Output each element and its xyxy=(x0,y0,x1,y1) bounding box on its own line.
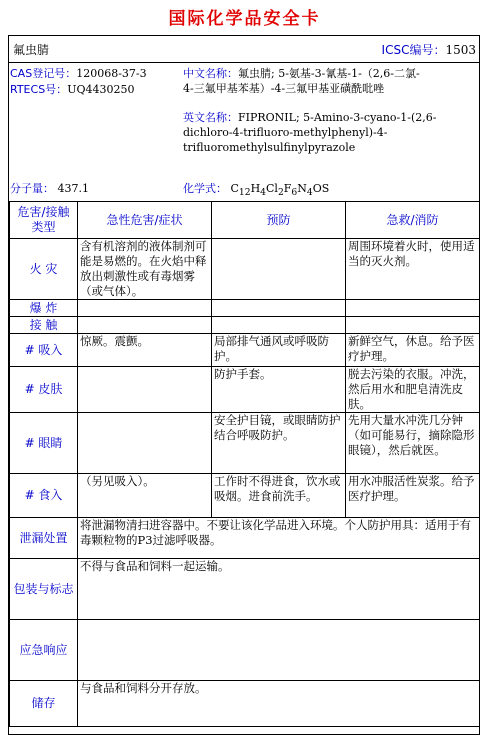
mw-value: 437.1 xyxy=(57,182,89,195)
table-row-emergency xyxy=(10,620,480,681)
col-header-aid: 急救/消防 xyxy=(346,202,480,239)
cn-name-label: 中文名称： xyxy=(183,67,238,80)
table-row-packaging xyxy=(10,559,480,620)
row-label-fire: 火 灾 xyxy=(10,239,78,300)
row-label-skin: # 皮肤 xyxy=(10,367,78,413)
formula-line xyxy=(183,181,329,200)
mw-label: 分子量： xyxy=(10,182,54,195)
fire-hazard: 含有机溶剂的液体制剂可能是易燃的。在火焰中释放出刺激性或有毒烟雾（或气体）。 xyxy=(78,239,212,300)
table-header-row xyxy=(10,202,480,239)
hazard-table xyxy=(9,201,480,727)
table-row-ingestion xyxy=(10,474,480,518)
skin-hazard xyxy=(78,367,212,413)
skin-prevention: 防护手套。 xyxy=(212,367,346,413)
cn-name-text-1: 氟虫腈; 5-氨基-3-氰基-1-（2,6-二氯- xyxy=(238,67,420,80)
ingestion-hazard: （另见吸入）。 xyxy=(78,474,212,518)
rtecs-label: RTECS号： xyxy=(10,83,68,96)
col-header-prevention: 预防 xyxy=(212,202,346,239)
en-name-block xyxy=(183,110,477,155)
en-name-text-1: FIPRONIL; 5-Amino-3-cyano-1-(2,6- xyxy=(238,111,437,124)
row-label-eyes: # 眼睛 xyxy=(10,413,78,474)
storage-text: 与食品和饲料分开存放。 xyxy=(78,681,480,727)
rtecs-value: UQ4430250 xyxy=(67,83,135,96)
skin-aid: 脱去污染的衣服。冲洗，然后用水和肥皂清洗皮肤。 xyxy=(346,367,480,413)
emergency-text xyxy=(78,620,480,681)
table-row-skin xyxy=(10,367,480,413)
fire-prevention xyxy=(212,239,346,300)
eyes-aid: 先用大量水冲洗几分钟（如可能易行，摘除隐形眼镜），然后就医。 xyxy=(346,413,480,474)
cas-label: CAS登记号： xyxy=(10,67,77,80)
card-title: 国际化学品安全卡 xyxy=(168,9,321,29)
icsc-number xyxy=(382,41,476,58)
cn-name-line-2: 4-三氟甲基苯基）-4-三氟甲基亚磺酰吡唑 xyxy=(183,82,385,95)
en-name-line-3: trifluoromethylsulfinylpyrazole xyxy=(183,141,356,154)
table-row-storage xyxy=(10,681,480,727)
row-label-ingestion: # 食入 xyxy=(10,474,78,518)
col-header-type: 危害/接触类型 xyxy=(10,202,78,239)
formula-value: $C_{12}H_4Cl_2F_6N_4OS$ xyxy=(230,182,330,199)
cn-name-line-1 xyxy=(183,66,477,81)
en-name-line-2: dichloro-4-trifluoro-methylphenyl)-4- xyxy=(183,126,388,139)
spill-text: 将泄漏物清扫进容器中。不要让该化学品进入环境。个人防护用具：适用于有毒颗粒物的P3过滤呼吸器。 xyxy=(78,518,480,559)
eyes-prevention: 安全护目镜，或眼睛防护结合呼吸防护。 xyxy=(212,413,346,474)
table-row-inhalation xyxy=(10,334,480,367)
ingestion-aid: 用水冲服活性炭浆。给予医疗护理。 xyxy=(346,474,480,518)
en-name-label: 英文名称： xyxy=(183,111,238,124)
row-label-packaging: 包装与标志 xyxy=(10,559,78,620)
formula-label: 化学式： xyxy=(183,182,227,195)
card-frame xyxy=(8,35,480,735)
cas-line xyxy=(10,66,147,81)
mw-line xyxy=(10,181,89,196)
col-header-hazard: 急性危害/症状 xyxy=(78,202,212,239)
row-label-explosion: 爆 炸 xyxy=(10,300,78,317)
packaging-text: 不得与食品和饲料一起运输。 xyxy=(78,559,480,620)
inhalation-aid: 新鲜空气，休息。给予医疗护理。 xyxy=(346,334,480,367)
en-name-line-1 xyxy=(183,110,477,125)
table-row-explosion xyxy=(10,300,480,317)
cas-value: 120068-37-3 xyxy=(76,67,147,80)
cn-name-block xyxy=(183,66,477,96)
eyes-hazard xyxy=(78,413,212,474)
inhalation-prevention: 局部排气通风或呼吸防护。 xyxy=(212,334,346,367)
fire-aid: 周围环境着火时，使用适当的灭火剂。 xyxy=(346,239,480,300)
table-row-eyes xyxy=(10,413,480,474)
chemical-name: 氟虫腈 xyxy=(13,43,50,57)
row-label-inhalation: # 吸入 xyxy=(10,334,78,367)
card-header xyxy=(9,36,479,63)
table-row-fire xyxy=(10,239,480,300)
inhalation-hazard: 惊厥。震颤。 xyxy=(78,334,212,367)
row-label-emergency: 应急响应 xyxy=(10,620,78,681)
icsc-label: ICSC编号： xyxy=(381,43,446,57)
icsc-value: 1503 xyxy=(445,43,476,57)
table-row-contact xyxy=(10,317,480,334)
row-label-spill: 泄漏处置 xyxy=(10,518,78,559)
rtecs-line xyxy=(10,82,134,97)
row-label-storage: 储存 xyxy=(10,681,78,727)
table-row-spill xyxy=(10,518,480,559)
row-label-contact: 接 触 xyxy=(10,317,78,334)
ingestion-prevention: 工作时不得进食，饮水或吸烟。进食前洗手。 xyxy=(212,474,346,518)
